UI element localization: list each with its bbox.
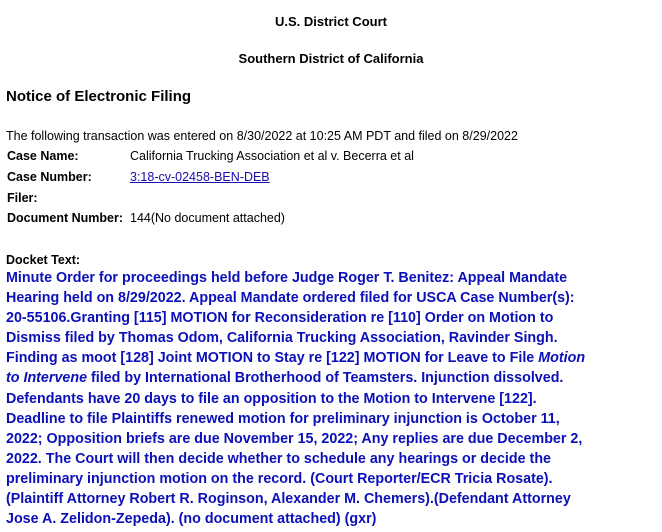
docket-line: Jose A. Zelidon-Zepeda). (no document attached) (gxr)	[6, 511, 377, 528]
case-number-label: Case Number:	[7, 170, 92, 184]
docket-line-italic: Motion	[538, 350, 586, 367]
docket-line	[6, 368, 660, 388]
document-number-row	[7, 211, 285, 225]
case-number-row	[7, 170, 270, 184]
transaction-statement: The following transaction was entered on 8/30/2022 at 10:25 AM PDT and filed on 8/29/2022	[6, 129, 518, 143]
court-name: U.S. District Court	[275, 14, 387, 29]
docket-line-italic: to Intervene	[6, 370, 88, 387]
docket-line: 20-55106.Granting [115] MOTION for Reconsideration re [110] Order on Motion to	[6, 310, 554, 327]
docket-line: 2022. The Court will then decide whether to schedule any hearings or decide the	[6, 450, 551, 467]
document-number-value: 144(No document attached)	[130, 211, 285, 225]
docket-line: Deadline to file Plaintiffs renewed motion for preliminary injunction is October 11,	[6, 410, 560, 427]
docket-line-text: filed by International Brotherhood of Teamsters. Injunction dissolved.	[87, 370, 564, 387]
docket-line-text: Finding as moot [128] Joint MOTION to Stay re [122] MOTION for Leave to File	[6, 350, 539, 367]
docket-line: Dismiss filed by Thomas Odom, California Trucking Association, Ravinder Singh.	[6, 330, 558, 347]
docket-line: Defendants have 20 days to file an opposition to the Motion to Intervene [122].	[6, 390, 537, 407]
docket-text-label: Docket Text:	[6, 253, 81, 267]
docket-line: Minute Order for proceedings held before Judge Roger T. Benitez: Appeal Mandate	[6, 270, 568, 286]
document-number-label: Document Number:	[7, 211, 123, 225]
docket-line: 2022; Opposition briefs are due November 15, 2022; Any replies are due December 2,	[6, 430, 583, 447]
docket-line: (Plaintiff Attorney Robert R. Roginson, Alexander M. Chemers).(Defendant Attorney	[6, 491, 571, 508]
case-name-label: Case Name:	[7, 149, 79, 163]
filer-label: Filer:	[7, 191, 38, 205]
filer-row	[7, 191, 130, 205]
district-name: Southern District of California	[238, 51, 424, 66]
docket-line	[6, 348, 660, 368]
case-name-row	[7, 149, 414, 163]
case-name-value: California Trucking Association et al v. Becerra et al	[130, 149, 414, 163]
docket-line: Hearing held on 8/29/2022. Appeal Mandate ordered filed for USCA Case Number(s):	[6, 290, 575, 307]
docket-line: preliminary injunction motion on the record. (Court Reporter/ECR Tricia Rosate).	[6, 470, 553, 487]
page-title: Notice of Electronic Filing	[6, 88, 192, 105]
docket-text	[6, 268, 660, 529]
case-number-link[interactable]: 3:18-cv-02458-BEN-DEB	[130, 170, 270, 184]
